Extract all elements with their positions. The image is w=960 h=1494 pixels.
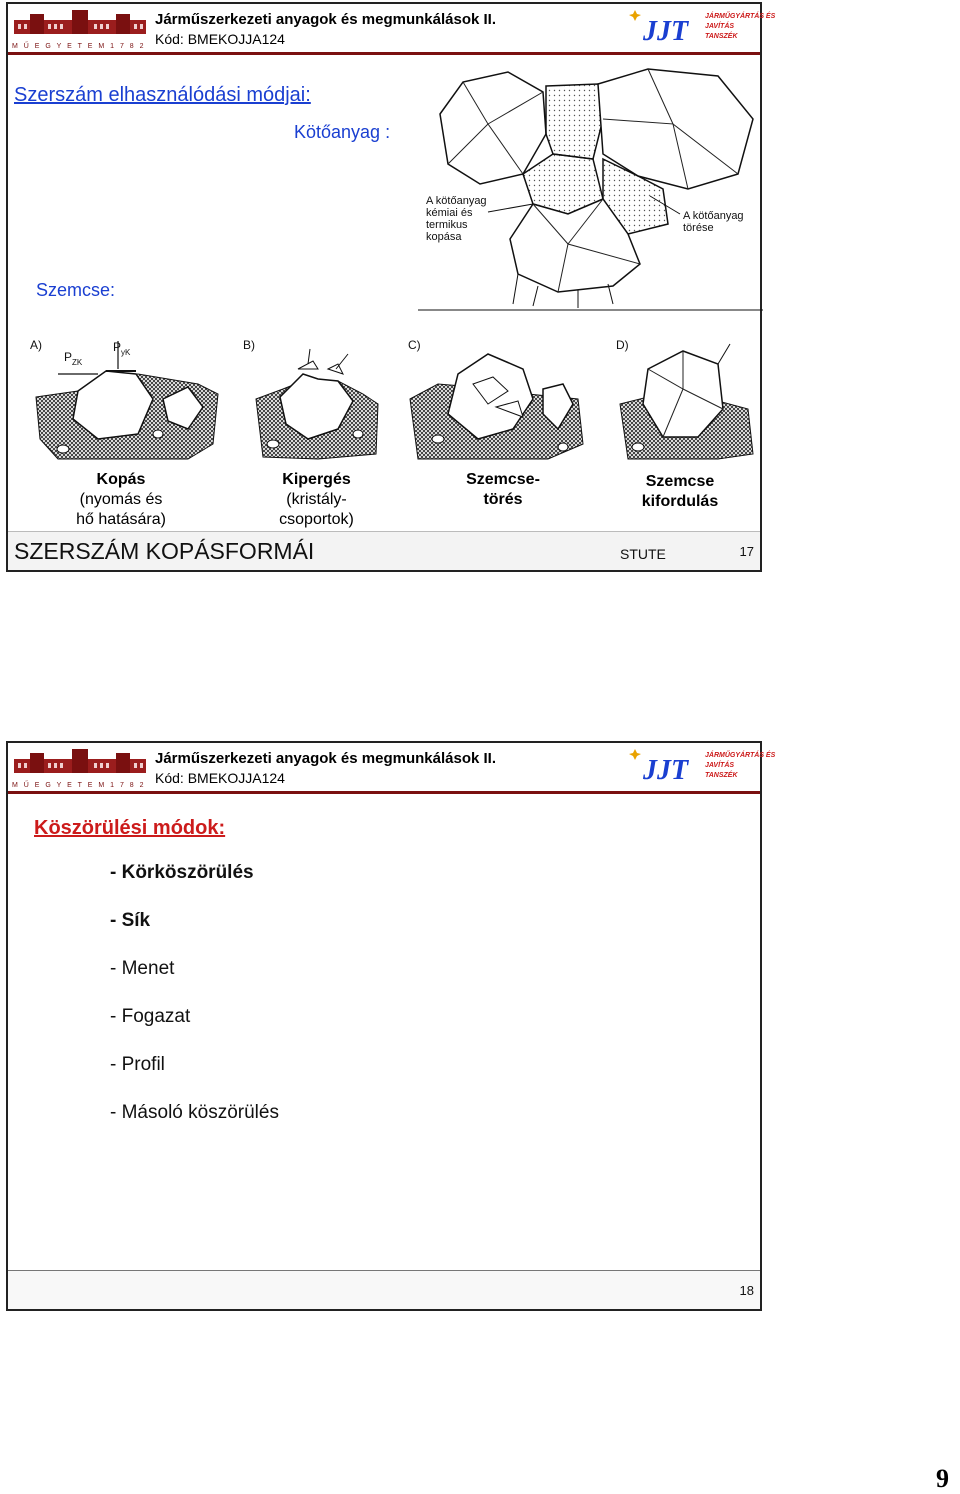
slide-header bbox=[8, 743, 776, 794]
svg-text:M Ű E G Y E T E M 1 7 8 2: M Ű E G Y E T E M 1 7 8 2 bbox=[12, 782, 146, 789]
panel-b-pullout bbox=[256, 349, 378, 459]
slide-header bbox=[8, 4, 776, 55]
list-item: - Körköszörülés bbox=[110, 862, 254, 883]
grinding-methods-list bbox=[110, 861, 279, 1149]
svg-text:JJT: JJT bbox=[643, 755, 689, 786]
svg-text:JAVÍTÁS: JAVÍTÁS bbox=[705, 23, 735, 30]
grain-structure-figure bbox=[418, 64, 763, 319]
list-item: - Másoló köszörülés bbox=[110, 1102, 279, 1123]
slide-17 bbox=[6, 2, 776, 572]
binder-label: Kötőanyag : bbox=[294, 122, 391, 142]
svg-text:JJT: JJT bbox=[643, 16, 689, 47]
slide-title: Szerszám elhasználódási módjai: bbox=[14, 84, 311, 106]
university-logo bbox=[10, 8, 150, 50]
svg-text:JÁRMŰGYÁRTÁS ÉS: JÁRMŰGYÁRTÁS ÉS bbox=[705, 13, 776, 20]
caption-grain-fracture: Szemcse- törés bbox=[466, 471, 540, 508]
svg-text:B): B) bbox=[243, 338, 255, 352]
svg-text:JAVÍTÁS: JAVÍTÁS bbox=[705, 762, 735, 769]
svg-text:kopása: kopása bbox=[426, 231, 462, 243]
grain-top-left bbox=[440, 72, 546, 184]
svg-text:termikus: termikus bbox=[426, 219, 468, 231]
list-item: - Fogazat bbox=[110, 1006, 191, 1027]
svg-text:C): C) bbox=[408, 338, 421, 352]
slide-page-number: 18 bbox=[739, 1283, 754, 1298]
university-logo bbox=[10, 747, 150, 789]
svg-text:törése: törése bbox=[683, 222, 714, 234]
slide-footer bbox=[8, 1270, 760, 1309]
sheet-page-number: 9 bbox=[936, 1464, 949, 1493]
footer-title: SZERSZÁM KOPÁSFORMÁI bbox=[14, 538, 315, 564]
course-title: Járműszerkezeti anyagok és megmunkálások II. bbox=[155, 11, 496, 28]
svg-text:kémiai és: kémiai és bbox=[426, 207, 473, 219]
department-logo bbox=[623, 745, 776, 789]
slide-title: Köszörülési módok: bbox=[34, 817, 226, 839]
panel-d-grain-dislodging bbox=[620, 344, 753, 459]
svg-text:A): A) bbox=[30, 338, 42, 352]
list-item: - Sík bbox=[110, 910, 151, 931]
slide-page-number: 17 bbox=[739, 544, 754, 559]
slide-18 bbox=[6, 741, 776, 1311]
svg-text:TANSZÉK: TANSZÉK bbox=[705, 33, 738, 40]
slide-footer bbox=[8, 531, 760, 570]
caption-grain-dislodging: Szemcse kifordulás bbox=[641, 473, 719, 510]
svg-text:M Ű E G Y E T E M 1 7 8 2: M Ű E G Y E T E M 1 7 8 2 bbox=[12, 43, 146, 50]
svg-text:D): D) bbox=[616, 338, 629, 352]
svg-text:TANSZÉK: TANSZÉK bbox=[705, 772, 738, 779]
svg-text:JÁRMŰGYÁRTÁS ÉS: JÁRMŰGYÁRTÁS ÉS bbox=[705, 752, 776, 759]
binder-top bbox=[546, 84, 603, 159]
svg-text:P: P bbox=[64, 350, 73, 364]
list-item: - Profil bbox=[110, 1054, 165, 1075]
caption-pullout: Kipergés (kristály- csoportok) bbox=[279, 471, 354, 528]
course-code: Kód: BMEKOJJA124 bbox=[155, 770, 285, 786]
footer-author: STUTE bbox=[620, 546, 666, 562]
panel-c-grain-fracture bbox=[410, 354, 583, 459]
svg-text:yK: yK bbox=[121, 348, 131, 357]
svg-text:A kötőanyag: A kötőanyag bbox=[426, 195, 487, 207]
course-code: Kód: BMEKOJJA124 bbox=[155, 31, 285, 47]
course-title: Járműszerkezeti anyagok és megmunkálások II. bbox=[155, 750, 496, 767]
list-item: - Menet bbox=[110, 958, 175, 979]
svg-text:ZK: ZK bbox=[72, 358, 83, 367]
department-logo bbox=[623, 6, 776, 50]
caption-wear: Kopás (nyomás és hő hatására) bbox=[76, 471, 166, 528]
svg-text:A kötőanyag: A kötőanyag bbox=[683, 210, 744, 222]
grain-label: Szemcse: bbox=[36, 280, 116, 300]
wear-forms-figure bbox=[18, 329, 760, 469]
svg-text:P: P bbox=[113, 340, 122, 354]
